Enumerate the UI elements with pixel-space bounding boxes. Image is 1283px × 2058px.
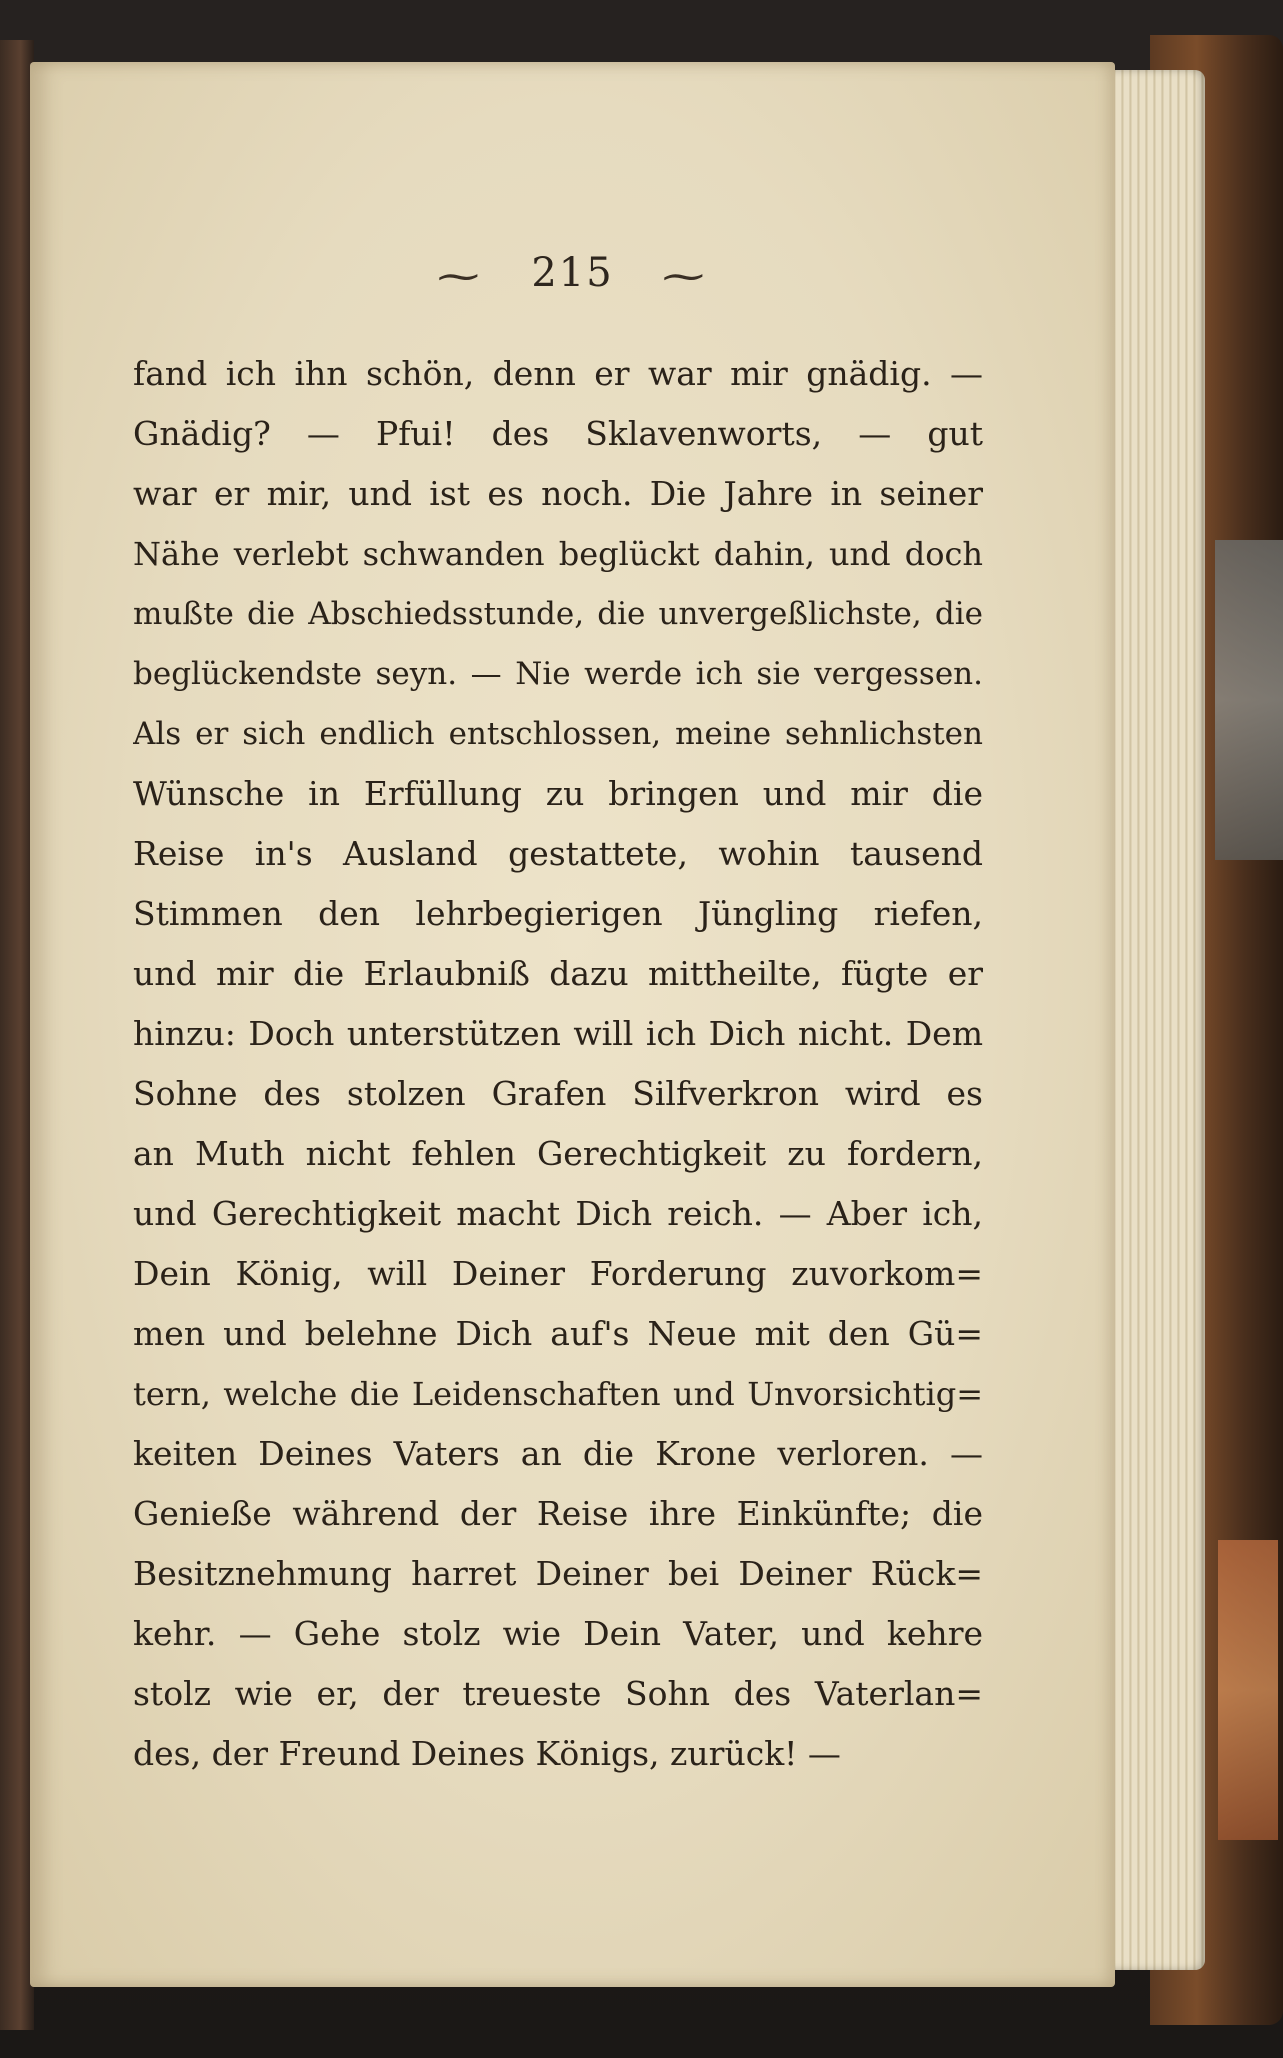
text-line: war er mir, und ist es noch. Die Jahre in seiner	[133, 474, 983, 513]
text-line: Gnädig? — Pfui! des Sklavenworts, — gut	[133, 414, 983, 453]
text-line: Dein König, will Deiner Forderung zuvorkom=	[133, 1254, 983, 1293]
text-line: Reise in's Ausland gestattete, wohin tausend	[133, 834, 983, 873]
worn-cover-patch	[1215, 540, 1283, 860]
text-line: Genieße während der Reise ihre Einkünfte; die	[133, 1494, 983, 1533]
text-line: men und belehne Dich auf's Neue mit den Gü=	[133, 1314, 983, 1353]
text-line: an Muth nicht fehlen Gerechtigkeit zu fordern,	[133, 1134, 983, 1173]
text-line: Nähe verlebt schwanden beglückt dahin, und doch	[133, 535, 983, 573]
text-line: Sohne des stolzen Grafen Silfverkron wird es	[133, 1074, 983, 1113]
text-line: keiten Deines Vaters an die Krone verloren. —	[133, 1434, 983, 1473]
page-header	[30, 250, 1115, 298]
text-line: fand ich ihn schön, denn er war mir gnädig. —	[133, 354, 983, 393]
text-line: kehr. — Gehe stolz wie Dein Vater, und kehre	[133, 1614, 983, 1653]
text-line: Besitznehmung harret Deiner bei Deiner Rück=	[133, 1554, 983, 1593]
text-line: beglückendste seyn. — Nie werde ich sie vergessen.	[133, 656, 983, 692]
page-number: 215	[531, 250, 614, 296]
text-line: und mir die Erlaubniß dazu mittheilte, fügte er	[133, 954, 983, 993]
body-text	[133, 344, 983, 1784]
book-cover-left-edge	[0, 40, 34, 2030]
text-line: des, der Freund Deines Königs, zurück! —	[133, 1734, 841, 1773]
text-line: mußte die Abschiedsstunde, die unvergeßlichste, die	[133, 596, 983, 632]
text-line: Stimmen den lehrbegierigen Jüngling riefen,	[133, 894, 983, 933]
worn-cover-patch-lower	[1218, 1540, 1278, 1840]
text-line: stolz wie er, der treueste Sohn des Vaterlan=	[133, 1674, 983, 1713]
text-line: Als er sich endlich entschlossen, meine sehnlichsten	[133, 716, 983, 752]
text-line: Wünsche in Erfüllung zu bringen und mir die	[133, 774, 983, 813]
text-line: hinzu: Doch unterstützen will ich Dich nicht. Dem	[133, 1014, 983, 1053]
text-line: tern, welche die Leidenschaften und Unvorsichtig=	[133, 1375, 983, 1413]
flourish-left-icon: ~	[432, 254, 487, 298]
text-line: und Gerechtigkeit macht Dich reich. — Aber ich,	[133, 1194, 983, 1233]
flourish-right-icon: ~	[658, 254, 713, 298]
book-page	[30, 62, 1115, 1987]
page-stack-edges	[1100, 70, 1205, 1970]
